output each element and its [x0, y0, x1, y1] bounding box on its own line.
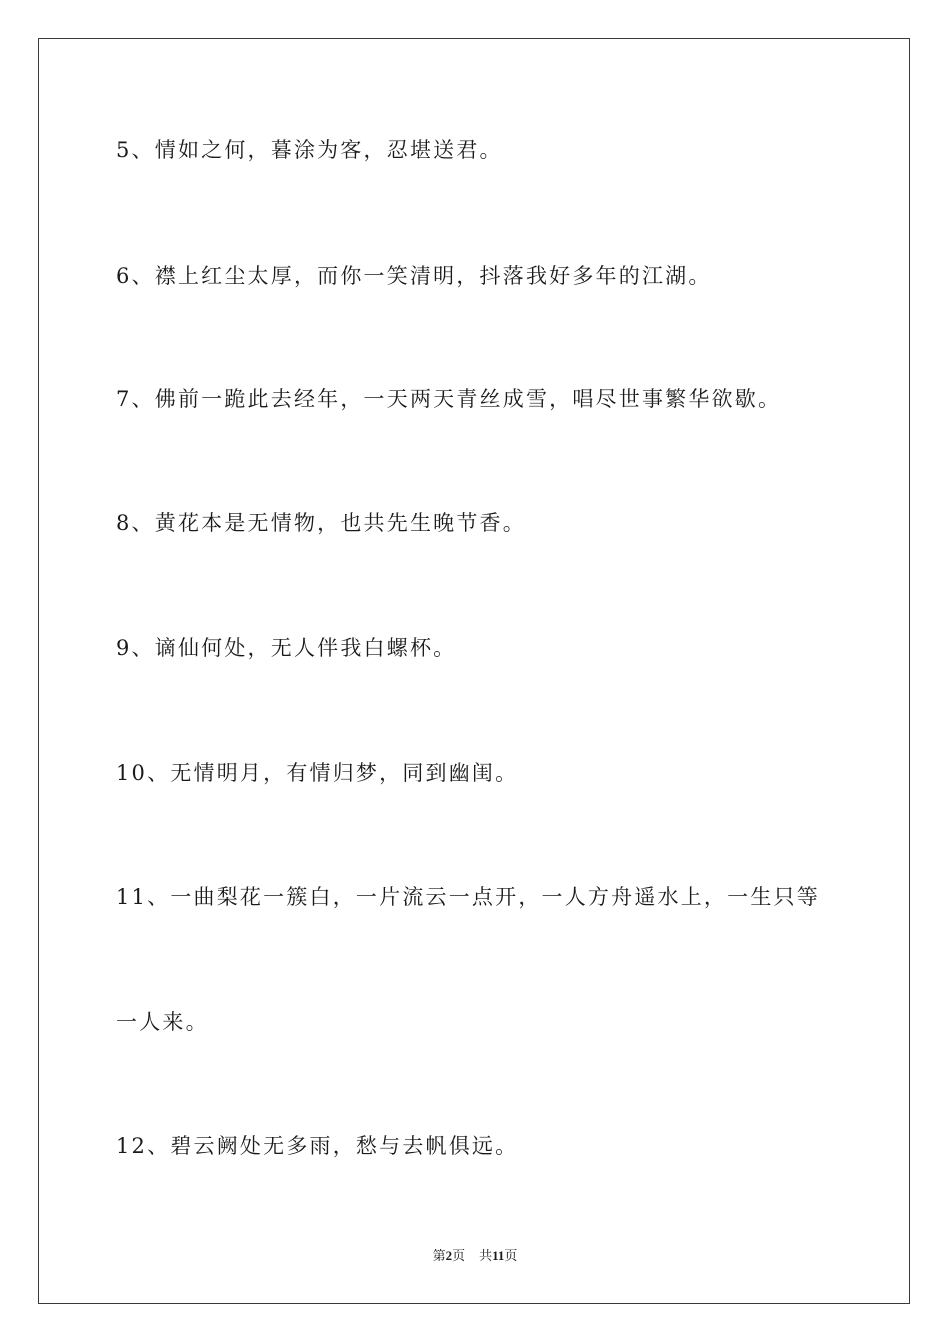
total-suffix: 页	[504, 1248, 518, 1263]
text-line-12: 12、碧云阙处无多雨，愁与去帆俱远。	[116, 1134, 519, 1158]
text-line-7: 7、佛前一跪此去经年，一天两天青丝成雪，唱尽世事繁华欲歇。	[116, 387, 782, 411]
page-suffix: 页	[452, 1248, 466, 1263]
page-border	[38, 38, 910, 1304]
text-line-10: 10、无情明月，有情归梦，同到幽闺。	[116, 761, 519, 785]
text-line-11: 11、一曲梨花一簇白，一片流云一点开，一人方舟遥水上，一生只等	[116, 885, 820, 909]
page-number: 2	[445, 1248, 453, 1263]
text-line-5: 5、情如之何，暮涂为客，忍堪送君。	[116, 138, 503, 162]
text-line-6: 6、襟上红尘太厚，而你一笑清明，抖落我好多年的江湖。	[116, 264, 712, 288]
text-line-8: 8、黄花本是无情物，也共先生晚节香。	[116, 511, 526, 535]
text-line-11-continued: 一人来。	[116, 1010, 209, 1034]
text-line-9: 9、谪仙何处，无人伴我白螺杯。	[116, 636, 457, 660]
total-pages: 11	[492, 1248, 505, 1263]
page-prefix: 第	[432, 1248, 446, 1263]
total-prefix: 共	[479, 1248, 493, 1263]
page-footer	[0, 1247, 950, 1265]
